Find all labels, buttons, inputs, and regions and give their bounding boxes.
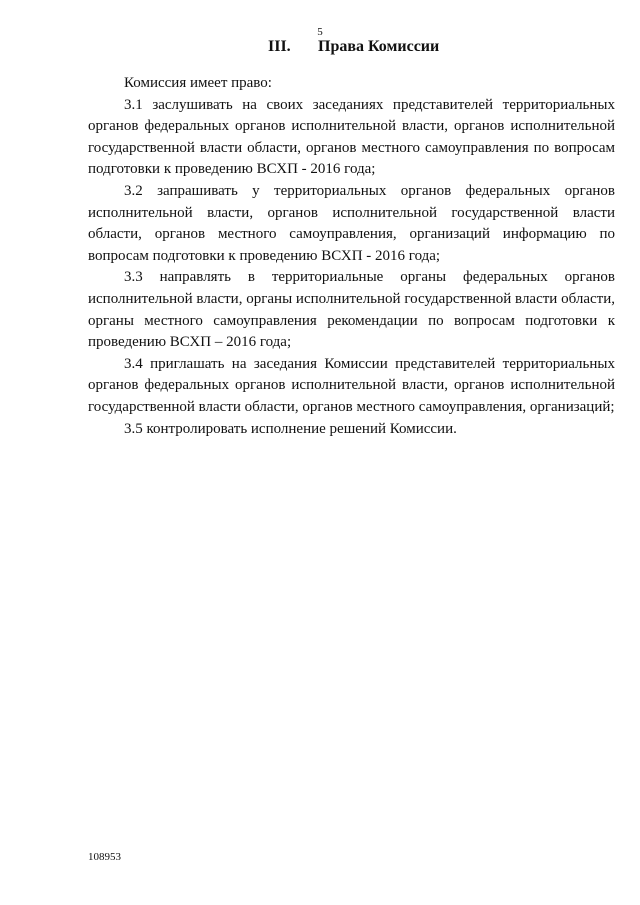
page-number: 5: [317, 26, 323, 38]
section-title: Права Комиссии: [318, 38, 440, 55]
document-body: [88, 73, 615, 440]
document-code: 108953: [88, 851, 121, 863]
rights-item-3-1: 3.1 заслушивать на своих заседаниях представителей территориальных органов федеральных органов исполнительной власти, органов исполнительной государственной власти области, органов местного самоуправления по вопросам подготовки к проведению ВСХП - 2016 года;: [88, 96, 615, 178]
section-number: III.: [268, 38, 291, 55]
rights-item-3-3: 3.3 направлять в территориальные органы федеральных органов исполнительной власти, органы исполнительной государственной власти области, органы местного самоуправления рекомендации по вопросам подготовки к проведению ВСХП – 2016 года;: [88, 269, 615, 351]
rights-item-3-5: 3.5 контролировать исполнение решений Комиссии.: [124, 420, 457, 437]
rights-item-3-4: 3.4 приглашать на заседания Комиссии представителей территориальных органов федеральных органов исполнительной власти, органов исполнительной государственной власти области, органов местного самоуправления, организаций;: [88, 355, 615, 415]
rights-item-3-2: 3.2 запрашивать у территориальных органов федеральных органов исполнительной власти, органов исполнительной государственной власти области, органов местного самоуправления, организаций информацию по вопросам подготовки к проведению ВСХП - 2016 года;: [88, 182, 615, 264]
intro-paragraph: Комиссия имеет право:: [124, 75, 272, 91]
